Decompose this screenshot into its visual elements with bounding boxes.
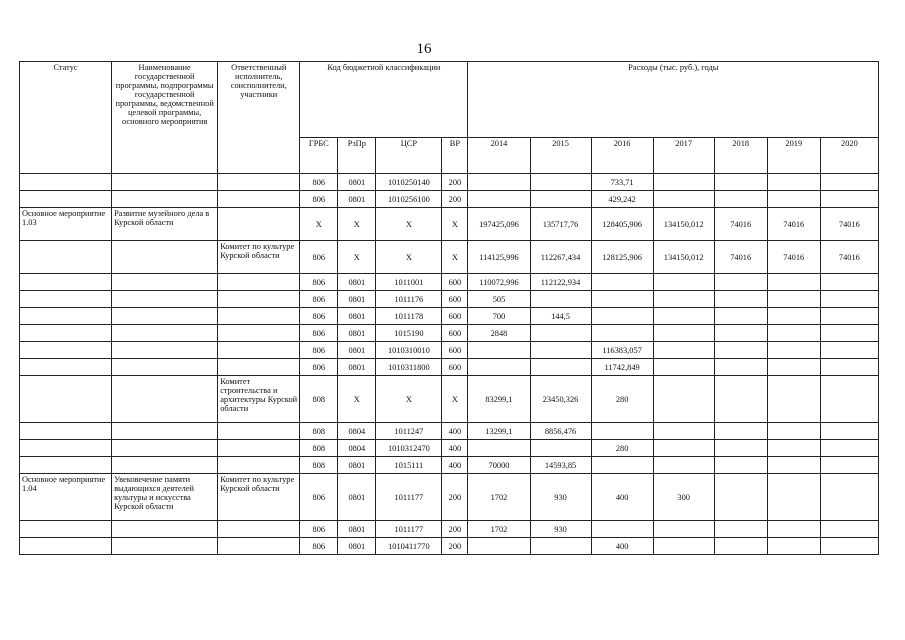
value-cell (714, 342, 767, 359)
name-cell (112, 423, 218, 440)
table-row (20, 308, 879, 325)
executor-cell (218, 538, 300, 555)
table-row (20, 423, 879, 440)
value-cell (530, 342, 591, 359)
header-code: РзПр (338, 138, 376, 174)
name-cell (112, 308, 218, 325)
executor-cell (218, 423, 300, 440)
header-code: ГРБС (300, 138, 338, 174)
value-cell (820, 440, 878, 457)
status-cell (20, 359, 112, 376)
code-cell: 0801 (338, 174, 376, 191)
code-cell: Х (338, 376, 376, 423)
value-cell (653, 308, 714, 325)
value-cell: 505 (468, 291, 530, 308)
header-year: 2017 (653, 138, 714, 174)
name-cell (112, 241, 218, 274)
value-cell (767, 274, 820, 291)
name-cell (112, 274, 218, 291)
status-cell (20, 521, 112, 538)
executor-cell (218, 359, 300, 376)
code-cell: 806 (300, 291, 338, 308)
code-cell: 0801 (338, 274, 376, 291)
header-status: Статус (20, 62, 112, 174)
value-cell: 280 (591, 376, 653, 423)
name-cell (112, 538, 218, 555)
name-cell (112, 342, 218, 359)
value-cell (767, 457, 820, 474)
name-cell (112, 191, 218, 208)
value-cell (767, 174, 820, 191)
value-cell (530, 359, 591, 376)
value-cell (820, 538, 878, 555)
value-cell (820, 274, 878, 291)
status-cell (20, 274, 112, 291)
value-cell (653, 423, 714, 440)
code-cell: 600 (442, 291, 468, 308)
table-row (20, 325, 879, 342)
value-cell (767, 291, 820, 308)
value-cell (530, 174, 591, 191)
value-cell: 135717,76 (530, 208, 591, 241)
value-cell (653, 191, 714, 208)
value-cell (767, 440, 820, 457)
code-cell: 806 (300, 359, 338, 376)
code-cell: 808 (300, 440, 338, 457)
value-cell (530, 538, 591, 555)
status-cell (20, 241, 112, 274)
code-cell: Х (442, 208, 468, 241)
code-cell: Х (442, 241, 468, 274)
code-cell: 0801 (338, 191, 376, 208)
value-cell (591, 423, 653, 440)
value-cell (653, 291, 714, 308)
header-row-top (20, 62, 879, 138)
value-cell (653, 359, 714, 376)
header-year: 2020 (820, 138, 878, 174)
code-cell: 806 (300, 241, 338, 274)
value-cell: 400 (591, 538, 653, 555)
value-cell (820, 325, 878, 342)
table-row (20, 191, 879, 208)
table-row (20, 342, 879, 359)
table-row (20, 241, 879, 274)
value-cell: 70000 (468, 457, 530, 474)
code-cell: 600 (442, 274, 468, 291)
code-cell: 0801 (338, 538, 376, 555)
value-cell (714, 174, 767, 191)
name-cell: Развитие музейного дела в Курской области (112, 208, 218, 241)
value-cell (714, 538, 767, 555)
code-cell: 600 (442, 359, 468, 376)
header-year: 2014 (468, 138, 530, 174)
value-cell: 11742,849 (591, 359, 653, 376)
name-cell (112, 174, 218, 191)
code-cell: 1011177 (376, 474, 442, 521)
code-cell: 0801 (338, 521, 376, 538)
code-cell: 1010310010 (376, 342, 442, 359)
name-cell: Увековечение памяти выдающихся деятелей культуры и искусства Курской области (112, 474, 218, 521)
table-row (20, 474, 879, 521)
status-cell (20, 440, 112, 457)
value-cell (767, 423, 820, 440)
value-cell (714, 376, 767, 423)
value-cell (820, 291, 878, 308)
executor-cell: Комитет по культуре Курской области (218, 474, 300, 521)
code-cell: 0801 (338, 308, 376, 325)
table-row (20, 291, 879, 308)
name-cell (112, 359, 218, 376)
code-cell: 600 (442, 342, 468, 359)
name-cell (112, 376, 218, 423)
code-cell: 1010311800 (376, 359, 442, 376)
code-cell: 0801 (338, 474, 376, 521)
value-cell: 700 (468, 308, 530, 325)
value-cell (468, 359, 530, 376)
value-cell (767, 376, 820, 423)
value-cell: 134150,012 (653, 208, 714, 241)
code-cell: 200 (442, 174, 468, 191)
value-cell (653, 521, 714, 538)
value-cell: 400 (591, 474, 653, 521)
header-year: 2016 (591, 138, 653, 174)
value-cell (468, 174, 530, 191)
value-cell (820, 191, 878, 208)
value-cell (767, 359, 820, 376)
value-cell (714, 325, 767, 342)
name-cell (112, 291, 218, 308)
header-code: ВР (442, 138, 468, 174)
code-cell: Х (338, 241, 376, 274)
value-cell (820, 423, 878, 440)
name-cell (112, 521, 218, 538)
value-cell: 733,71 (591, 174, 653, 191)
value-cell: 128405,906 (591, 208, 653, 241)
header-expenses-group: Расходы (тыс. руб.), годы (468, 62, 879, 138)
value-cell (714, 440, 767, 457)
status-cell (20, 342, 112, 359)
value-cell: 1702 (468, 521, 530, 538)
value-cell: 74016 (714, 241, 767, 274)
value-cell: 8856,476 (530, 423, 591, 440)
executor-cell (218, 308, 300, 325)
value-cell (468, 191, 530, 208)
code-cell: Х (338, 208, 376, 241)
code-cell: 0801 (338, 342, 376, 359)
value-cell (591, 325, 653, 342)
value-cell (653, 325, 714, 342)
value-cell (767, 538, 820, 555)
status-cell (20, 291, 112, 308)
value-cell: 300 (653, 474, 714, 521)
value-cell (714, 308, 767, 325)
value-cell (530, 325, 591, 342)
code-cell: 1011247 (376, 423, 442, 440)
value-cell: 83299,1 (468, 376, 530, 423)
code-cell: 1010256100 (376, 191, 442, 208)
table-row (20, 538, 879, 555)
code-cell: 1010411770 (376, 538, 442, 555)
value-cell (767, 474, 820, 521)
executor-cell (218, 342, 300, 359)
page-number: 16 (416, 41, 432, 57)
value-cell (767, 191, 820, 208)
header-executor: Ответственный исполнитель, соисполнители, участники (218, 62, 300, 174)
code-cell: Х (442, 376, 468, 423)
value-cell (468, 538, 530, 555)
name-cell (112, 457, 218, 474)
value-cell (653, 538, 714, 555)
value-cell (530, 291, 591, 308)
code-cell: 400 (442, 440, 468, 457)
code-cell: 806 (300, 521, 338, 538)
value-cell (767, 308, 820, 325)
status-cell (20, 538, 112, 555)
code-cell: 0801 (338, 457, 376, 474)
value-cell: 134150,012 (653, 241, 714, 274)
value-cell: 144,5 (530, 308, 591, 325)
status-cell (20, 308, 112, 325)
value-cell (714, 457, 767, 474)
value-cell: 197425,096 (468, 208, 530, 241)
code-cell: 0804 (338, 440, 376, 457)
table-row (20, 376, 879, 423)
value-cell (468, 342, 530, 359)
code-cell: 808 (300, 457, 338, 474)
code-cell: 400 (442, 423, 468, 440)
code-cell: 600 (442, 325, 468, 342)
value-cell (767, 325, 820, 342)
header-code-group: Код бюджетной классификации (300, 62, 468, 138)
header-year: 2018 (714, 138, 767, 174)
table-body (20, 174, 879, 555)
value-cell: 128125,906 (591, 241, 653, 274)
value-cell (820, 376, 878, 423)
status-cell (20, 423, 112, 440)
header-code: ЦСР (376, 138, 442, 174)
code-cell: 1015111 (376, 457, 442, 474)
value-cell (714, 274, 767, 291)
value-cell (714, 359, 767, 376)
value-cell (653, 274, 714, 291)
code-cell: 806 (300, 308, 338, 325)
code-cell: 806 (300, 191, 338, 208)
value-cell: 23450,326 (530, 376, 591, 423)
code-cell: 0804 (338, 423, 376, 440)
executor-cell (218, 440, 300, 457)
value-cell (653, 376, 714, 423)
value-cell (714, 291, 767, 308)
value-cell (714, 521, 767, 538)
value-cell (820, 474, 878, 521)
code-cell: Х (376, 376, 442, 423)
value-cell: 930 (530, 521, 591, 538)
value-cell: 74016 (820, 208, 878, 241)
code-cell: 200 (442, 538, 468, 555)
executor-cell (218, 325, 300, 342)
code-cell: 1010250140 (376, 174, 442, 191)
code-cell: 0801 (338, 291, 376, 308)
value-cell: 13299,1 (468, 423, 530, 440)
value-cell (714, 474, 767, 521)
code-cell: 200 (442, 521, 468, 538)
value-cell (767, 521, 820, 538)
table-row (20, 208, 879, 241)
executor-cell (218, 521, 300, 538)
value-cell (714, 191, 767, 208)
value-cell: 429,242 (591, 191, 653, 208)
code-cell: 808 (300, 423, 338, 440)
code-cell: 806 (300, 474, 338, 521)
value-cell: 74016 (714, 208, 767, 241)
code-cell: 200 (442, 474, 468, 521)
code-cell: Х (300, 208, 338, 241)
name-cell (112, 440, 218, 457)
value-cell: 112267,434 (530, 241, 591, 274)
code-cell: 600 (442, 308, 468, 325)
code-cell: 806 (300, 538, 338, 555)
status-cell (20, 174, 112, 191)
value-cell (591, 457, 653, 474)
value-cell (530, 440, 591, 457)
value-cell: 14593,85 (530, 457, 591, 474)
value-cell (653, 342, 714, 359)
value-cell (820, 308, 878, 325)
value-cell (591, 521, 653, 538)
table-row (20, 174, 879, 191)
value-cell: 110072,996 (468, 274, 530, 291)
code-cell: 400 (442, 457, 468, 474)
table-row (20, 359, 879, 376)
value-cell (820, 342, 878, 359)
status-cell (20, 457, 112, 474)
status-cell (20, 376, 112, 423)
value-cell (653, 457, 714, 474)
executor-cell: Комитет по культуре Курской области (218, 241, 300, 274)
value-cell: 280 (591, 440, 653, 457)
code-cell: 806 (300, 342, 338, 359)
code-cell: 1011177 (376, 521, 442, 538)
code-cell: Х (376, 208, 442, 241)
code-cell: 1011176 (376, 291, 442, 308)
value-cell (767, 342, 820, 359)
code-cell: 1015190 (376, 325, 442, 342)
value-cell: 116383,057 (591, 342, 653, 359)
executor-cell (218, 274, 300, 291)
table-row (20, 440, 879, 457)
code-cell: 808 (300, 376, 338, 423)
value-cell: 930 (530, 474, 591, 521)
value-cell (820, 359, 878, 376)
code-cell: 806 (300, 274, 338, 291)
value-cell: 2848 (468, 325, 530, 342)
value-cell (591, 291, 653, 308)
code-cell: Х (376, 241, 442, 274)
table-row (20, 274, 879, 291)
code-cell: 0801 (338, 359, 376, 376)
status-cell (20, 191, 112, 208)
code-cell: 1011001 (376, 274, 442, 291)
code-cell: 806 (300, 174, 338, 191)
executor-cell (218, 291, 300, 308)
executor-cell (218, 208, 300, 241)
value-cell: 74016 (767, 208, 820, 241)
code-cell: 1010312470 (376, 440, 442, 457)
status-cell: Основное мероприятие 1.03 (20, 208, 112, 241)
code-cell: 0801 (338, 325, 376, 342)
table-row (20, 457, 879, 474)
status-cell: Основное мероприятие 1.04 (20, 474, 112, 521)
header-year: 2019 (767, 138, 820, 174)
header-year: 2015 (530, 138, 591, 174)
executor-cell (218, 457, 300, 474)
executor-cell: Комитет строительства и архитектуры Курской области (218, 376, 300, 423)
value-cell (820, 457, 878, 474)
value-cell: 74016 (767, 241, 820, 274)
value-cell: 74016 (820, 241, 878, 274)
table-row (20, 521, 879, 538)
status-cell (20, 325, 112, 342)
code-cell: 200 (442, 191, 468, 208)
code-cell: 1011178 (376, 308, 442, 325)
value-cell: 1702 (468, 474, 530, 521)
value-cell (820, 174, 878, 191)
name-cell (112, 325, 218, 342)
value-cell (653, 174, 714, 191)
executor-cell (218, 174, 300, 191)
value-cell (653, 440, 714, 457)
budget-table (19, 61, 879, 555)
header-name: Наименование государственной программы, подпрограммы государственной программы, ведомственной целевой программы, основного мероприятия (112, 62, 218, 174)
value-cell (468, 440, 530, 457)
value-cell: 114125,996 (468, 241, 530, 274)
value-cell (591, 274, 653, 291)
code-cell: 806 (300, 325, 338, 342)
value-cell (591, 308, 653, 325)
value-cell (714, 423, 767, 440)
value-cell: 112122,934 (530, 274, 591, 291)
executor-cell (218, 191, 300, 208)
value-cell (820, 521, 878, 538)
value-cell (530, 191, 591, 208)
